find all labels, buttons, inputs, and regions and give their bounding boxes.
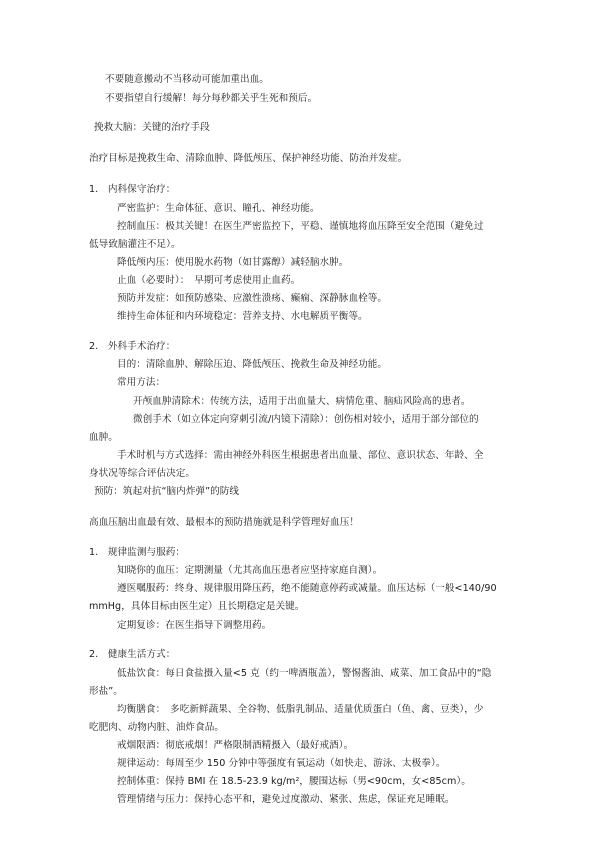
prevention-item1-title: 1. 规律监测与服药： <box>89 547 186 558</box>
prevention-salt-line-1: 低盐饮食：每日食盐摄入量<5 克（约一啤酒瓶盖），警惕酱油、咸菜、加工食品中的“隐 <box>117 668 492 679</box>
surgical-timing-line-1: 手术时机与方式选择：需由神经外科医生根据患者出血量、部位、意识状态、年龄、全 <box>117 450 484 461</box>
prevention-salt-line-2: 形盐”。 <box>89 686 123 697</box>
medical-monitor: 严密监护：生命体征、意识、瞳孔、神经功能。 <box>117 203 320 214</box>
prevention-weight: 控制体重：保持 BMI 在 18.5-23.9 kg/m²，腰围达标（男<90cm，女<85cm）。 <box>117 776 471 787</box>
prevention-know-bp: 知晓你的血压：定期测量（尤其高血压患者应坚持家庭自测）。 <box>117 565 383 576</box>
warning-line-2: 不要指望自行缓解！每分每秒都关乎生死和预后。 <box>105 93 318 104</box>
section-heading-rescue: 挽救大脑：关键的治疗手段 <box>94 122 210 133</box>
warning-line-1: 不要随意搬动不当移动可能加重出血。 <box>105 74 269 85</box>
medical-bp-line-1: 控制血压：极其关键！在医生严密监控下，平稳、谨慎地将血压降至安全范围（避免过 <box>117 221 484 232</box>
prevention-smoke: 戒烟限酒：彻底戒烟！严格限制酒精摄入（最好戒酒）。 <box>117 740 354 751</box>
surgical-craniotomy: 开颅血肿清除术：传统方法，适用于出血量大、病情危重、脑疝风险高的患者。 <box>133 396 471 407</box>
surgical-title: 2. 外科手术治疗： <box>89 341 176 352</box>
prevention-exercise: 规律运动：每周至少 150 分钟中等强度有氧运动（如快走、游泳、太极拳）。 <box>117 758 446 769</box>
surgical-timing-line-2: 身状况等综合评估决定。 <box>89 468 196 479</box>
prevention-item2-title: 2. 健康生活方式： <box>89 649 176 660</box>
medical-title: 1. 内科保守治疗： <box>89 184 176 195</box>
prevention-mood: 管理情绪与压力：保持心态平和，避免过度激动、紧张、焦虑，保证充足睡眠。 <box>117 794 455 805</box>
section-heading-prevention: 预防：筑起对抗“脑内炸弹”的防线 <box>94 486 240 497</box>
surgical-methods-title: 常用方法： <box>117 377 166 388</box>
medical-complications: 预防并发症：如预防感染、应激性溃疡、癫痫、深静脉血栓等。 <box>117 293 388 304</box>
medical-bp-line-2: 低导致脑灌注不足）。 <box>89 239 181 250</box>
surgical-purpose: 目的：清除血肿、解除压迫、降低颅压、挽救生命及神经功能。 <box>117 359 388 370</box>
medical-support: 维持生命体征和内环境稳定：营养支持、水电解质平衡等。 <box>117 311 368 322</box>
prevention-diet-line-2: 吃肥肉、动物内脏、油炸食品。 <box>89 722 225 733</box>
surgical-minimal-line-2: 血肿。 <box>89 432 118 443</box>
medical-icp: 降低颅内压：使用脱水药物（如甘露醇）减轻脑水肿。 <box>117 257 349 268</box>
treatment-goal: 治疗目标是挽救生命、清除血肿、降低颅压、保护神经功能、防治并发症。 <box>89 153 408 164</box>
surgical-minimal-line-1: 微创手术（如立体定向穿刺引流/内镜下清除）：创伤相对较小，适用于部分部位的 <box>133 414 479 425</box>
prevention-adhere-line-1: 遵医嘱服药：终身、规律服用降压药，绝不能随意停药或减量。血压达标（一般<140/90 <box>117 583 497 594</box>
prevention-review: 定期复诊：在医生指导下调整用药。 <box>117 620 272 631</box>
medical-hemostasis: 止血（必要时）： 早期可考虑使用止血药。 <box>117 275 301 286</box>
prevention-intro: 高血压脑出血最有效、最根本的预防措施就是科学管理好血压！ <box>89 517 360 528</box>
prevention-diet-line-1: 均衡膳食： 多吃新鲜蔬果、全谷物、低脂乳制品、适量优质蛋白（鱼、禽、豆类），少 <box>117 704 484 715</box>
prevention-adhere-line-2: mmHg，具体目标由医生定）且长期稳定是关键。 <box>89 601 305 612</box>
